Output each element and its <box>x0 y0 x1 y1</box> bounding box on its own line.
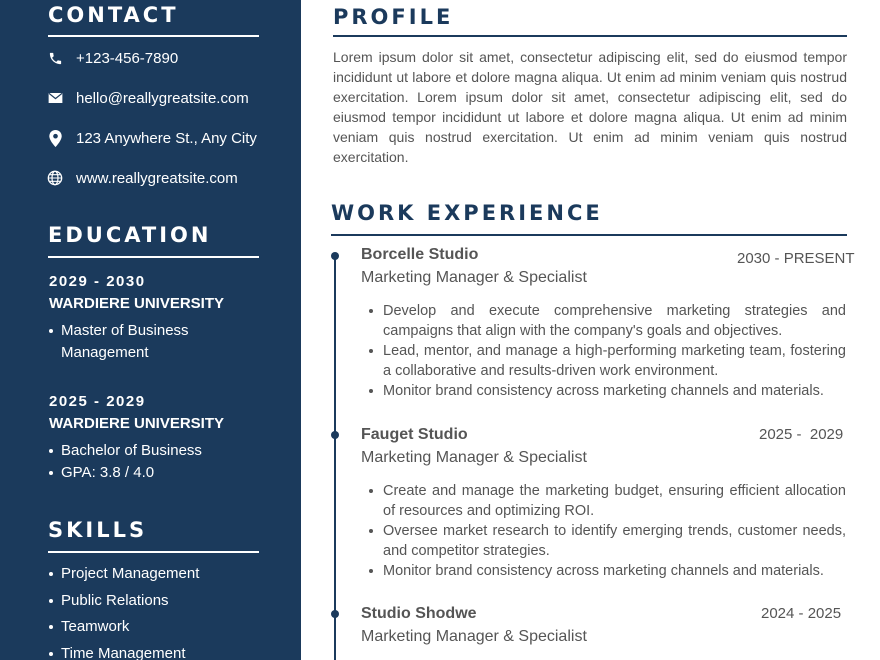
contact-divider <box>48 35 259 37</box>
list-item: Bachelor of Business <box>49 440 269 462</box>
contact-heading: CONTACT <box>48 3 179 27</box>
job-company: Studio Shodwe <box>361 605 477 622</box>
profile-summary: Lorem ipsum dolor sit amet, consectetur adipiscing elit, sed do eiusmod tempor incididunt ut labore et dolore magna aliqua. Ut enim ad minim veniam quis nostrud exercitation. Lorem ipsum dolor sit amet, consectetur adipiscing elit, sed do eiusmod tempor incididunt ut labore et dolore magna aliqua. Ut enim ad minim veniam quis nostrud exercitation. Ut enim ad minim veniam quis nostrud exercitation. <box>333 49 847 165</box>
job-bullets <box>369 301 846 401</box>
skills-list <box>49 561 279 660</box>
skill-item: Teamwork <box>49 614 279 641</box>
education-years: 2025 - 2029 <box>49 393 146 410</box>
skills-divider <box>48 551 259 553</box>
email-address: hello@reallygreatsite.com <box>76 89 249 107</box>
contact-email[interactable] <box>46 87 249 109</box>
job-role: Marketing Manager & Specialist <box>361 269 587 286</box>
education-details <box>49 320 224 364</box>
phone-icon <box>46 49 64 67</box>
list-item: Monitor brand consistency across marketing channels and materials. <box>369 561 846 581</box>
education-divider <box>48 256 259 258</box>
contact-address[interactable] <box>46 127 257 149</box>
list-item: Create and manage the marketing budget, ensuring efficient allocation of resources and optimizing ROI. <box>369 481 846 521</box>
location-pin-icon <box>46 129 64 147</box>
contact-phone[interactable] <box>46 47 178 69</box>
phone-number: +123-456-7890 <box>76 49 179 67</box>
work-experience-heading: WORK EXPERIENCE <box>331 201 603 225</box>
street-address: 123 Anywhere St., Any City <box>76 129 257 147</box>
list-item: Develop and execute comprehensive marketing strategies and campaigns that align with the company's goals and objectives. <box>369 301 846 341</box>
skills-heading: SKILLS <box>48 518 148 542</box>
timeline-line <box>334 255 336 660</box>
education-years: 2029 - 2030 <box>49 273 146 290</box>
job-bullets <box>369 481 846 581</box>
education-details <box>49 440 269 484</box>
job-dates: 2025 - 2029 <box>759 426 844 443</box>
list-item: Master of Business Management <box>49 320 224 364</box>
timeline-dot <box>331 610 339 618</box>
work-experience-divider <box>331 234 847 236</box>
profile-divider <box>333 35 847 37</box>
list-item: Oversee market research to identify emerging trends, customer needs, and competitor strategies. <box>369 521 846 561</box>
mail-icon <box>46 89 64 107</box>
contact-website[interactable] <box>46 167 238 189</box>
job-dates: 2030 - PRESENT <box>737 250 855 267</box>
sidebar <box>0 0 301 660</box>
skill-item: Public Relations <box>49 588 279 615</box>
list-item: Monitor brand consistency across marketing channels and materials. <box>369 381 846 401</box>
list-item: Lead, mentor, and manage a high-performing marketing team, fostering a collaborative and results-driven work environment. <box>369 341 846 381</box>
education-school: WARDIERE UNIVERSITY <box>49 295 225 312</box>
education-heading: EDUCATION <box>48 223 212 247</box>
job-company: Borcelle Studio <box>361 246 479 263</box>
education-school: WARDIERE UNIVERSITY <box>49 415 225 432</box>
skill-item: Project Management <box>49 561 279 588</box>
job-role: Marketing Manager & Specialist <box>361 449 587 466</box>
job-company: Fauget Studio <box>361 426 468 443</box>
profile-heading: PROFILE <box>333 5 454 29</box>
timeline-dot <box>331 431 339 439</box>
job-role: Marketing Manager & Specialist <box>361 628 587 645</box>
job-dates: 2024 - 2025 <box>761 605 842 622</box>
website-url: www.reallygreatsite.com <box>76 169 238 187</box>
list-item: GPA: 3.8 / 4.0 <box>49 462 269 484</box>
skill-item: Time Management <box>49 641 279 660</box>
timeline-dot <box>331 252 339 260</box>
globe-icon <box>46 169 64 187</box>
